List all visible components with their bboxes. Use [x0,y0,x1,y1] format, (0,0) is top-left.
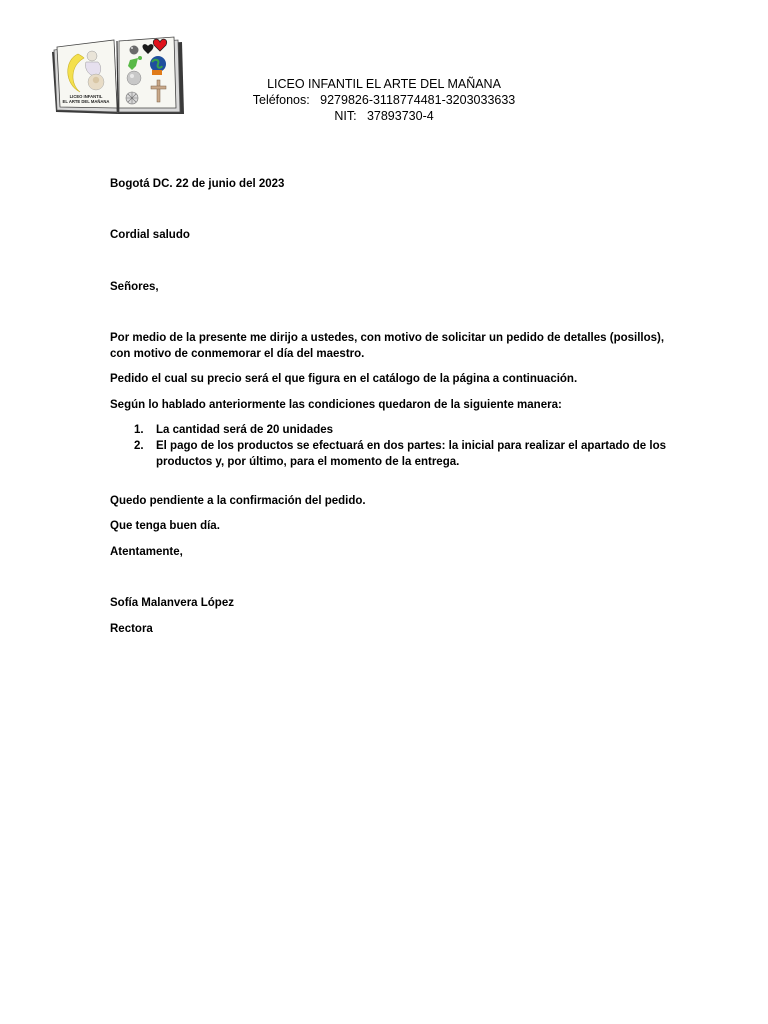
paragraph-pending: Quedo pendiente a la confirmación del pedido. [110,495,366,507]
list-item-number: 1. [134,424,144,436]
svg-text:EL ARTE DEL MAÑANA: EL ARTE DEL MAÑANA [62,99,110,104]
letter-date: Bogotá DC. 22 de junio del 2023 [110,178,285,190]
signer-title: Rectora [110,623,153,635]
school-name: LICEO INFANTIL EL ARTE DEL MAÑANA [267,77,501,91]
list-item-text: La cantidad será de 20 unidades [156,424,334,436]
list-item-number: 2. [134,440,144,452]
book-logo-icon [48,34,188,118]
svg-text:LICEO INFANTIL: LICEO INFANTIL [69,94,103,99]
list-item [110,422,670,438]
phone-numbers: Teléfonos: 9279826-3118774481-3203033633 [252,93,516,107]
closing: Atentamente, [110,546,183,558]
list-item [110,438,670,470]
list-item-text: El pago de los productos se efectuará en dos partes: la inicial para realizar el apartado de los productos y, por último, para el momento de la entrega. [156,440,666,468]
signer-name: Sofía Malanvera López [110,597,234,609]
letter-greeting: Cordial saludo [110,229,190,241]
paragraph-conditions-intro: Según lo hablado anteriormente las condiciones quedaron de la siguiente manera: [110,399,562,411]
paragraph-farewell: Que tenga buen día. [110,520,220,532]
paragraph-request: Por medio de la presente me dirijo a ustedes, con motivo de solicitar un pedido de detalles (posillos), con motivo de conmemorar el día del maestro. [110,332,665,360]
conditions-list [110,422,670,470]
nit-number: NIT: 37893730-4 [334,109,434,123]
letter-salutation: Señores, [110,281,159,293]
paragraph-price: Pedido el cual su precio será el que figura en el catálogo de la página a continuación. [110,373,578,385]
letterhead [184,76,584,124]
